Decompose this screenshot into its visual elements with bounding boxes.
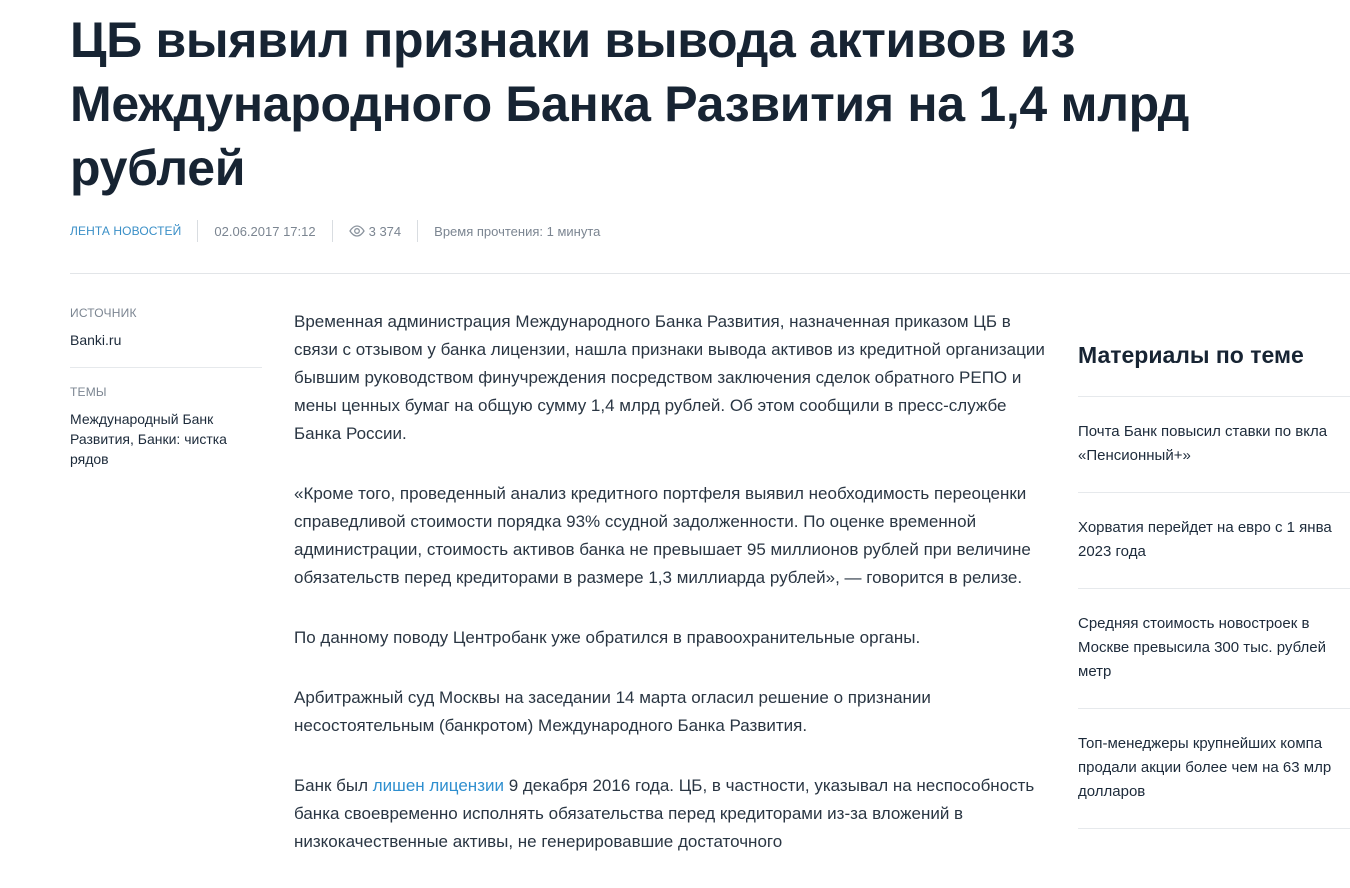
article-paragraph: «Кроме того, проведенный анализ кредитного портфеля выявил необходимость переоценки справедливой стоимости порядка 93% ссудной задолженности. По оценке временной администрации, стоимость активов банка не превышает 95 миллионов рублей при величине обязательств перед кредиторами в размере 1,3 миллиарда рублей», — говорится в релизе. xyxy=(294,484,1031,587)
read-time: Время прочтения: 1 минута xyxy=(434,223,601,239)
views-counter xyxy=(349,220,402,242)
sidebar-divider xyxy=(70,367,262,368)
meta-divider xyxy=(197,220,198,242)
article-meta xyxy=(70,220,600,242)
related-item[interactable]: Хорватия перейдет на евро с 1 янва 2023 года xyxy=(1078,492,1350,588)
related-item[interactable]: Топ-менеджеры крупнейших компа продали акции более чем на 63 млр долларов xyxy=(1078,708,1350,829)
article-paragraph: Арбитражный суд Москвы на заседании 14 марта огласил решение о признании несостоятельным (банкротом) Международного Банка Развития. xyxy=(294,688,931,735)
publish-datetime: 02.06.2017 17:12 xyxy=(214,223,316,239)
related-heading: Материалы по теме xyxy=(1078,342,1304,368)
article-paragraph xyxy=(294,772,1054,856)
paragraph-text: Банк был xyxy=(294,776,373,795)
eye-icon xyxy=(349,225,365,237)
rubric-link[interactable]: ЛЕНТА НОВОСТЕЙ xyxy=(70,224,182,238)
source-label: ИСТОЧНИК xyxy=(70,306,137,320)
article-paragraph: По данному поводу Центробанк уже обратился в правоохранительные органы. xyxy=(294,628,921,647)
related-item[interactable]: Почта Банк повысил ставки по вкла «Пенсионный+» xyxy=(1078,396,1350,492)
article-paragraph: Временная администрация Международного Банка Развития, назначенная приказом ЦБ в связи с отзывом у банка лицензии, нашла признаки вывода активов из кредитной организации бывшим руководством финучреждения посредством заключения сделок обратного РЕПО и мены ценных бумаг на общую сумму 1,4 млрд рублей. Об этом сообщили в пресс-службе Банка России. xyxy=(294,312,1045,443)
header-divider xyxy=(70,273,1350,274)
article-body xyxy=(294,308,1054,888)
paragraph-text: 9 декабря 2016 года. ЦБ, в частности, указывал на неспособность банка своевременно исполнять обязательства перед кредиторами из-за вложений в низкокачественные активы, не генерировавшие достаточного xyxy=(294,776,1035,851)
related-materials xyxy=(1078,336,1350,829)
meta-divider xyxy=(417,220,418,242)
article-title: ЦБ выявил признаки вывода активов из Международного Банка Развития на 1,4 млрд рублей xyxy=(70,12,1190,196)
source-value: Banki.ru xyxy=(70,332,122,348)
topics-value[interactable]: Международный Банк Развития, Банки: чистка рядов xyxy=(70,411,227,467)
meta-divider xyxy=(332,220,333,242)
topics-label: ТЕМЫ xyxy=(70,385,107,399)
related-item[interactable]: Средняя стоимость новостроек в Москве превысила 300 тыс. рублей метр xyxy=(1078,588,1350,708)
article-sidebar xyxy=(70,306,262,469)
related-list xyxy=(1078,396,1350,829)
license-revoked-link[interactable]: лишен лицензии xyxy=(372,776,504,795)
views-count: 3 374 xyxy=(368,223,402,239)
